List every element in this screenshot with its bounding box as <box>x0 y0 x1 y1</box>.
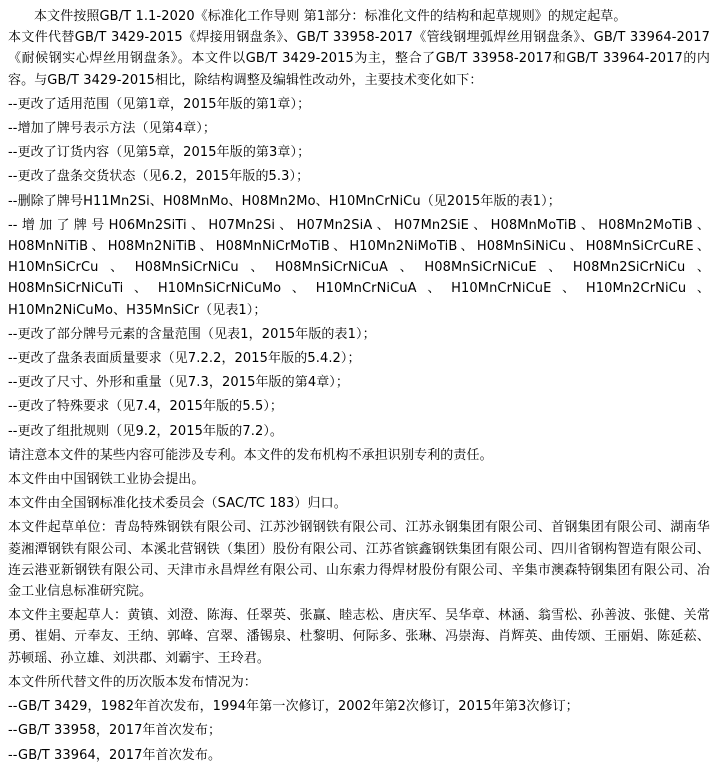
paragraph-change-6: --增加了牌号H06Mn2SiTi、H07Mn2Si、H07Mn2SiA、H07Mn2SiE、H08MnMoTiB、H08Mn2MoTiB、H08MnNiTiB、H08Mn2NiTiB、H08MnNiCrMoTiB、H10Mn2NiMoTiB、H08MnSiNiCu、H08MnSiCrCuRE、H10MnSiCrCu、H08MnSiCrNiCu、H08MnSiCrNiCuA、H08MnSiCrNiCuE、H08Mn2SiCrNiCu、H08MnSiCrNiCuTi、H10MnSiCrNiCuMo、H10MnCrNiCuA、H10MnCrNiCuE、H10Mn2CrNiCu、H10Mn2NiCuMo、H35MnSiCr（见表1）； <box>8 217 710 318</box>
paragraph-history-3: --GB/T 33964，2017年首次发布。 <box>8 747 222 763</box>
paragraph-change-2: --增加了牌号表示方法（见第4章）； <box>8 121 216 137</box>
paragraph-main-drafters: 本文件主要起草人：黄镇、刘澄、陈海、任翠英、张赢、睦志松、唐庆军、吴华章、林涵、翁雪松、孙善波、张健、关常勇、崔娟、亓奉友、王纳、郭峰、宫翠、潘锡泉、杜黎明、何际多、张琳、冯崇海、肖辉英、曲传颂、王丽娟、陈延菘、苏顿瑶、孙立雄、刘洪郡、刘霸宇、王玲君。 <box>8 608 710 666</box>
paragraph-history-1: --GB/T 3429，1982年首次发布，1994年第一次修订，2002年第2次修订，2015年第3次修订； <box>8 699 579 715</box>
paragraph-patent-notice: 请注意本文件的某些内容可能涉及专利。本文件的发布机构不承担识别专利的责任。 <box>8 447 493 463</box>
paragraph-proposer: 本文件由中国钢铁工业协会提出。 <box>8 472 205 488</box>
paragraph-change-3: --更改了订货内容（见第5章，2015年版的第3章）； <box>8 145 311 161</box>
paragraph-change-8: --更改了盘条表面质量要求（见7.2.2，2015年版的5.4.2）； <box>8 351 361 367</box>
paragraph-change-5: --删除了牌号H11Mn2Si、H08MnMo、H08Mn2Mo、H10MnCrNiCu（见2015年版的表1）； <box>8 193 561 209</box>
paragraph-history-2: --GB/T 33958，2017年首次发布； <box>8 723 222 739</box>
paragraph-foreword-basis: 本文件按照GB/T 1.1-2020《标准化工作导则 第1部分：标准化文件的结构和起草规则》的规定起草。 <box>34 9 627 24</box>
paragraph-change-1: --更改了适用范围（见第1章，2015年版的第1章）； <box>8 96 311 112</box>
paragraph-change-7: --更改了部分牌号元素的含量范围（见表1，2015年版的表1）； <box>8 326 376 342</box>
paragraph-change-9: --更改了尺寸、外形和重量（见7.3，2015年版的第4章）； <box>8 375 350 391</box>
paragraph-history-intro: 本文件所代替文件的历次版本发布情况为： <box>8 674 257 690</box>
paragraph-change-11: --更改了组批规则（见9.2，2015年版的7.2）。 <box>8 423 284 439</box>
paragraph-change-10: --更改了特殊要求（见7.4，2015年版的5.5）； <box>8 399 284 415</box>
paragraph-technical-committee: 本文件由全国钢标准化技术委员会（SAC/TC 183）归口。 <box>8 496 347 512</box>
paragraph-change-4: --更改了盘条交货状态（见6.2，2015年版的5.3）； <box>8 169 310 185</box>
paragraph-replaces: 本文件代替GB/T 3429-2015《焊接用钢盘条》、GB/T 33958-2017《管线钢埋弧焊丝用钢盘条》、GB/T 33964-2017《耐候钢实心焊丝用钢盘条》。本文件以GB/T 3429-2015为主，整合了GB/T 33958-2017和GB/T 33964-2017的内容。与GB/T 3429-2015相比，除结构调整及编辑性改动外，主要技术变化如下： <box>8 30 710 88</box>
paragraph-drafting-units: 本文件起草单位：青岛特殊钢铁有限公司、江苏沙钢钢铁有限公司、江苏永钢集团有限公司、首钢集团有限公司、湖南华菱湘潭钢铁有限公司、本溪北营钢铁（集团）股份有限公司、江苏省镔鑫钢铁集团有限公司、四川省钢构智造有限公司、连云港亚新钢铁有限公司、天津市永昌焊丝有限公司、山东索力得焊材股份有限公司、辛集市澳森特钢集团有限公司、冶金工业信息标准研究院。 <box>8 520 710 600</box>
